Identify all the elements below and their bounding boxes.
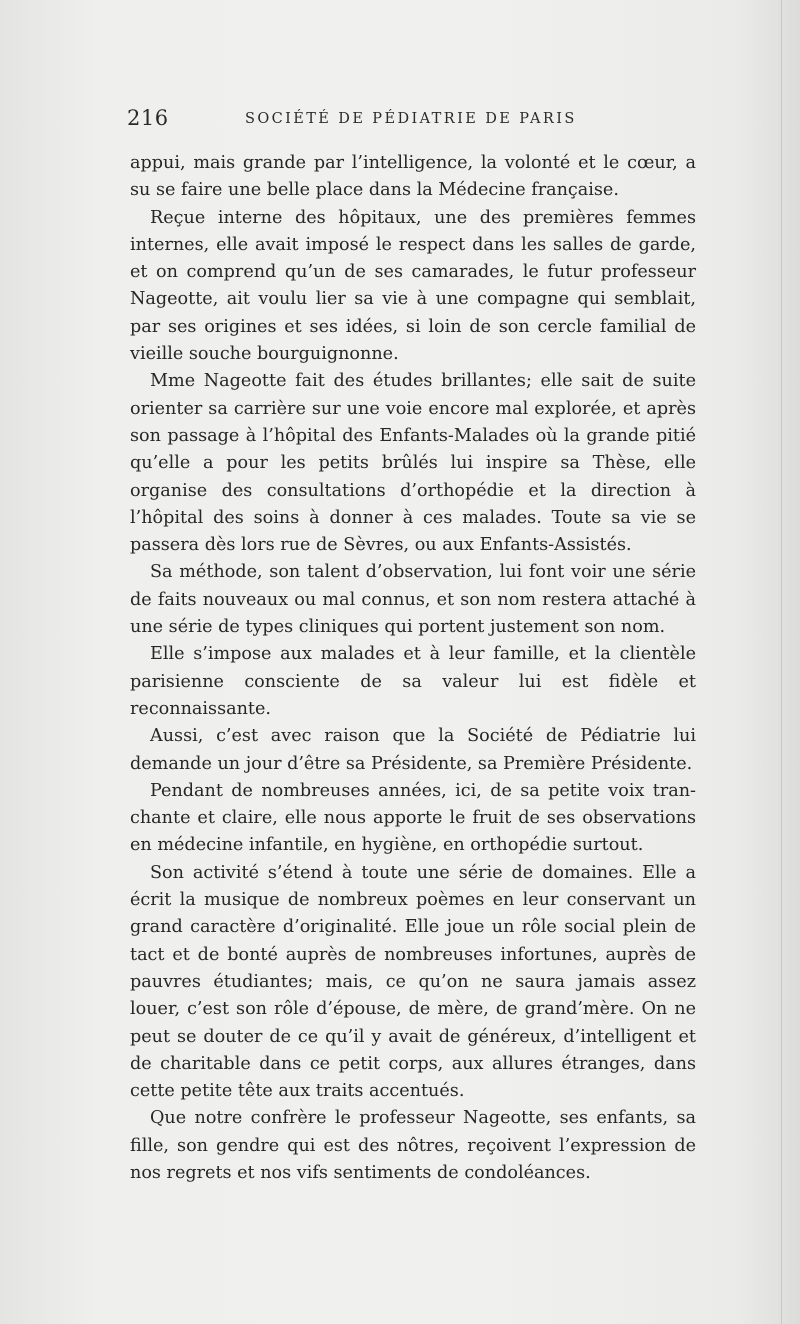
paragraph: Son activité s’étend à toute une série de domaines. Elle a écrit la musique de nombreux poèmes en leur conservant un grand caractère d’originalité. Elle joue un rôle social plein de tact et de bonté auprès de nombreuses infortunes, auprès de pauvres étudiantes; mais, ce qu’on ne saura jamais assez louer, c’est son rôle d’épouse, de mère, de grand’mère. On ne peut se douter de ce qu’il y avait de généreux, d’intelligent et de charitable dans ce petit corps, aux allures étranges, dans cette petite tête aux traits accentués.: [130, 862, 696, 1102]
body-text: [130, 150, 696, 1187]
paragraph: Pendant de nombreuses années, ici, de sa petite voix tranchante et claire, elle nous apporte le fruit de ses observations en médecine infantile, en hygiène, en orthopédie surtout.: [130, 780, 696, 856]
paragraph: Sa méthode, son talent d’observation, lui font voir une série de faits nouveaux ou mal connus, et son nom restera attaché à une série de types cliniques qui portent justement son nom.: [130, 562, 696, 638]
page-number: 216: [127, 106, 169, 130]
paragraph: Reçue interne des hôpitaux, une des premières femmes internes, elle avait imposé le respect dans les salles de garde, et on comprend qu’un de ses camarades, le futur professeur Nageotte, ait voulu lier sa vie à une compagne qui semblait, par ses origines et ses idées, si loin de son cercle familial de vieille souche bourguignonne.: [130, 207, 696, 365]
paragraph: Elle s’impose aux malades et à leur famille, et la clientèle parisienne consciente de sa valeur lui est fidèle et reconnaissante.: [130, 644, 696, 719]
paragraph: Aussi, c’est avec raison que la Société de Pédiatrie lui demande un jour d’être sa Présidente, sa Première Présidente.: [130, 726, 696, 774]
page-edge-line: [781, 0, 782, 1324]
running-title: SOCIÉTÉ DE PÉDIATRIE DE PARIS: [245, 111, 577, 127]
paragraph: Mme Nageotte fait des études brillantes; elle sait de suite orienter sa carrière sur une voie encore mal explorée, et après son passage à l’hôpital des Enfants-Malades où la grande pitié qu’elle a pour les petits brûlés lui inspire sa Thèse, elle organise des consultations d’orthopédie et la direction à l’hôpital des soins à donner à ces malades. Toute sa vie se passera dès lors rue de Sèvres, ou aux Enfants-Assistés.: [130, 371, 696, 556]
paragraph: Que notre confrère le professeur Nageotte, ses enfants, sa fille, son gendre qui est des nôtres, reçoivent l’expression de nos regrets et nos vifs sentiments de condoléances.: [130, 1108, 696, 1183]
page-header: [127, 106, 697, 136]
paragraph: appui, mais grande par l’intelligence, la volonté et le cœur, a su se faire une belle place dans la Médecine française.: [130, 153, 696, 201]
